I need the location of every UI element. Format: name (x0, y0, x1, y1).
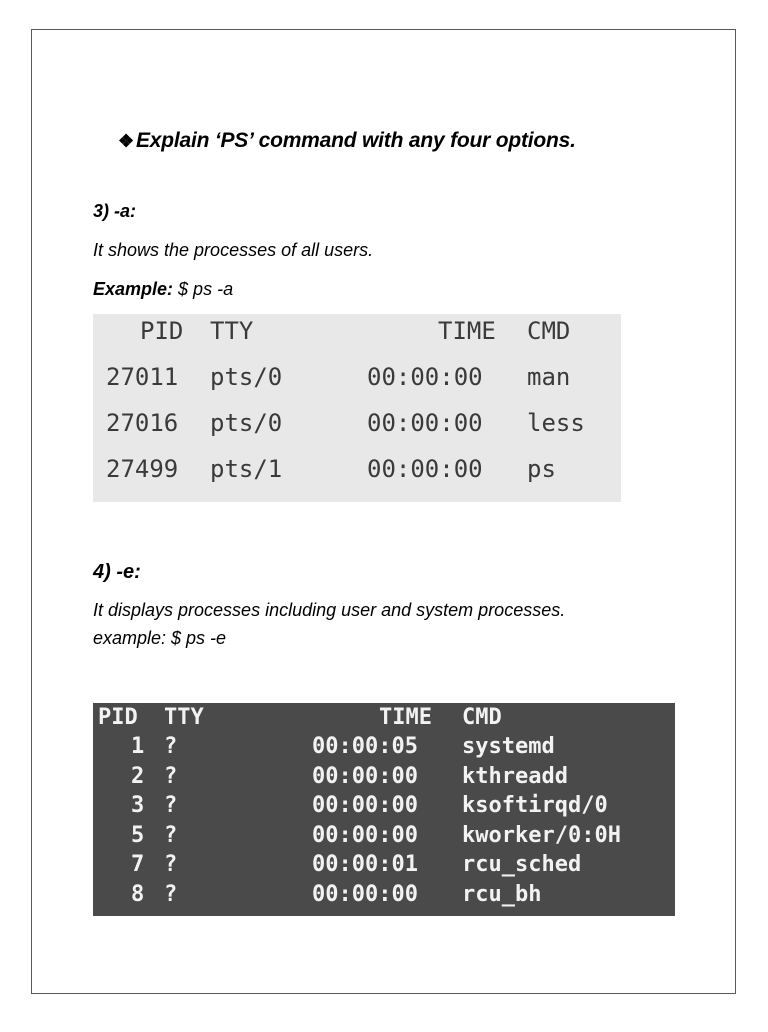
cell-tty: pts/0 (210, 363, 283, 391)
table-row (93, 363, 571, 393)
ps-e-output (93, 703, 675, 916)
cell-time: 00:00:00 (312, 764, 418, 789)
cell-pid: 3 (131, 793, 145, 818)
table-row (93, 455, 556, 485)
cell-cmd: systemd (462, 734, 555, 759)
cell-pid: 7 (131, 852, 145, 877)
cell-time: 00:00:00 (312, 882, 418, 907)
header-pid: PID (140, 317, 184, 345)
cell-cmd: rcu_bh (462, 882, 542, 907)
cell-tty: ? (164, 823, 178, 848)
cell-pid: 2 (131, 764, 145, 789)
ps-a-output (93, 314, 621, 502)
header-tty: TTY (164, 705, 204, 730)
cell-tty: pts/1 (210, 455, 283, 483)
section-a-title: 3) -a: (93, 201, 137, 221)
cell-tty: ? (164, 764, 178, 789)
cell-pid: 27016 (106, 409, 179, 437)
cell-cmd: rcu_sched (462, 852, 582, 877)
cell-tty: pts/0 (210, 409, 283, 437)
cell-time: 00:00:00 (312, 823, 418, 848)
cell-tty: ? (164, 852, 178, 877)
cell-tty: ? (164, 734, 178, 759)
cell-cmd: kthreadd (462, 764, 568, 789)
cell-cmd: ksoftirqd/0 (462, 793, 608, 818)
cell-pid: 1 (131, 734, 145, 759)
header-pid: PID (98, 705, 138, 730)
cell-tty: ? (164, 882, 178, 907)
example-label: Example: (93, 279, 174, 299)
cell-pid: 8 (131, 882, 145, 907)
section-e-example: example: $ ps -e (93, 628, 227, 648)
cell-tty: ? (164, 793, 178, 818)
table-row (93, 734, 555, 762)
table-row (93, 409, 585, 439)
cell-pid: 27011 (106, 363, 179, 391)
cell-time: 00:00:00 (367, 455, 483, 483)
table-row (93, 852, 582, 880)
header-cmd: CMD (462, 705, 502, 730)
cell-time: 00:00:00 (367, 363, 483, 391)
header-cmd: CMD (527, 317, 571, 345)
table-row (93, 793, 608, 821)
section-a-description: It shows the processes of all users. (93, 240, 374, 260)
diamond-bullet-icon: ❖ (118, 131, 134, 151)
table-row (93, 764, 568, 792)
table-row (93, 823, 621, 851)
example-command: $ ps -a (173, 279, 234, 299)
table-row (93, 882, 542, 910)
cell-time: 00:00:00 (312, 793, 418, 818)
cell-time: 00:00:01 (312, 852, 418, 877)
page-heading (118, 129, 576, 153)
cell-cmd: ps (527, 455, 556, 483)
cell-cmd: less (527, 409, 585, 437)
cell-cmd: kworker/0:0H (462, 823, 621, 848)
section-e-description: It displays processes including user and system processes. (93, 600, 566, 620)
section-e-title: 4) -e: (93, 561, 141, 583)
ps-e-header-row (93, 705, 502, 733)
cell-pid: 27499 (106, 455, 179, 483)
header-time: TIME (438, 317, 496, 345)
header-time: TIME (379, 705, 432, 730)
cell-time: 00:00:00 (367, 409, 483, 437)
ps-a-header-row (93, 317, 571, 347)
section-a-example (93, 279, 233, 300)
cell-cmd: man (527, 363, 571, 391)
header-tty: TTY (210, 317, 254, 345)
cell-time: 00:00:05 (312, 734, 418, 759)
cell-pid: 5 (131, 823, 145, 848)
heading-text: Explain ‘PS’ command with any four options. (135, 129, 576, 152)
